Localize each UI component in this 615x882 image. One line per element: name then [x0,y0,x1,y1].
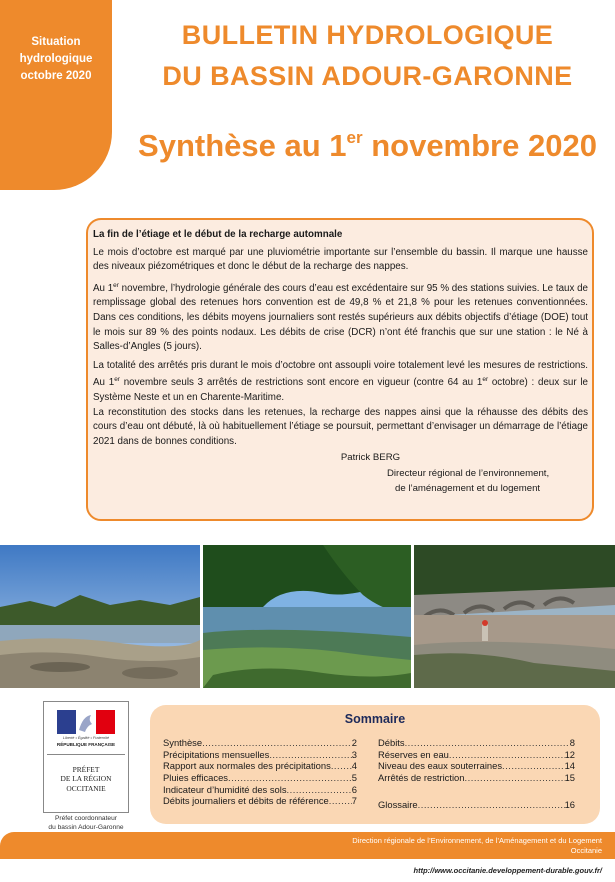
toc-page: 5 [351,772,357,784]
marianne-flag-icon [57,710,115,734]
toc-label: Réserves en eau [378,748,449,760]
p3-post: octobre) : deux sur le Système Neste et un en Charente-Maritime. [93,377,588,403]
editorial-heading: La fin de l’étiage et le début de la recharge automnale [93,229,343,240]
toc-item[interactable] [378,772,575,784]
toc-page: 2 [351,737,357,748]
website-link[interactable]: http://www.occitanie.developpement-durable.gouv.fr/ [413,866,602,875]
toc-page: 4 [351,760,357,772]
prefet-line-3: OCCITANIE [66,783,106,793]
toc-label: Rapport aux normales des précipitations [163,760,331,772]
toc-item[interactable] [163,749,357,761]
p2-pre: Au 1 [93,282,114,294]
subtitle-pre: Synthèse au 1 [138,128,347,163]
editorial-paragraph-4: La reconstitution des stocks dans les retenues, la recharge des nappes ainsi que la réhausse des débits des cours d’eau ont débuté, là où habituellement l’étiage se poursuit, permettant d’envisager un démarrage de l’étiage 2021 dans de bonnes conditions. [93,406,588,447]
toc-page: 16 [564,798,575,810]
toc-item[interactable] [378,799,575,811]
toc-item[interactable] [163,784,357,796]
editorial-paragraph-1: Le mois d’octobre est marqué par une pluviométrie importante sur l’ensemble du bassin. Il marque une hausse des niveaux piézométriques et donc le début de la recharge des nappes. [93,246,588,273]
logo-caption [40,815,132,832]
p3-sup-1: er [114,376,120,384]
subtitle-post: novembre 2020 [362,128,597,163]
tab-line-1: Situation [31,36,81,48]
synthesis-date-title [120,128,615,164]
toc-title: Sommaire [344,712,406,726]
footer-text [352,836,602,855]
river-photo-1 [0,545,200,688]
motto-text: Liberté • Égalité • Fraternité [62,736,110,740]
toc-item[interactable] [163,737,357,749]
toc-page: 3 [351,748,357,760]
toc-page: 8 [569,737,575,748]
toc-right-column [378,737,575,810]
toc-leader [331,760,352,772]
tab-line-2: hydrologique [19,53,93,65]
signature-role-1: Directeur régional de l’environnement, [387,467,550,479]
toc-leader [269,749,351,761]
logo-caption-1: Préfet coordonnateur [55,815,117,822]
toc-item[interactable] [163,772,357,784]
toc-item[interactable] [378,737,575,749]
editorial-box [86,218,594,521]
p2-sup: er [113,281,119,289]
toc-label: Synthèse [163,737,203,748]
footer-band [0,832,615,859]
footer-line-2: Occitanie [570,845,602,855]
p3-pre: La totalité des arrêtés pris durant le mois d’octobre ont assoupli voire totalement levé les mesures de restrictions. Au 1 [93,359,588,389]
signature-role-2: de l’aménagement et du logement [395,482,541,494]
toc-leader [228,772,352,784]
toc-leader [418,799,565,811]
toc-page: 14 [564,760,575,772]
toc-label: Précipitations mensuelles [163,748,270,760]
photo-strip [0,545,615,688]
toc-item[interactable] [378,760,575,772]
toc-leader [449,749,565,761]
prefecture-logo [43,701,129,813]
toc-item[interactable] [378,749,575,761]
toc-page: 15 [564,772,575,784]
editorial-paragraph-3 [93,359,588,406]
toc-leader [465,772,565,784]
toc-page: 12 [564,748,575,760]
toc-leader [287,784,352,796]
p3-sup-2: er [482,376,489,384]
p2-post: novembre, l’hydrologie générale des cours d’eau est excédentaire sur 95 % des stations suivies. Le taux de remplissage global des retenues hors convention est de 49,8 % et 21,8 % pour les retenues conventionnées. Dans ces conditions, les débits moyens journaliers sont restés supérieurs aux débits objectifs d’étiage (DOE) tout le mois sur 89 % des points nodaux. Les débits de crise (DCR) n’ont été franchis que sur une station : le Né à Salles-d’Angles (5 jours). [93,282,588,353]
tab-line-3: octobre 2020 [20,70,92,82]
toc-left-column [163,737,357,807]
p3-mid: novembre seuls 3 arrêtés de restrictions sont encore en vigueur (contre 64 au 1 [119,377,483,389]
bridge-flood-photo [414,545,615,688]
toc-label: Niveau des eaux souterraines [378,760,503,772]
toc-label: Arrêtés de restriction [378,772,465,784]
prefet-line-2: DE LA RÉGION [60,774,112,784]
toc-item[interactable] [163,795,357,807]
toc-page: 7 [351,795,357,807]
toc-label: Débits journaliers et débits de référence [163,795,329,807]
toc-leader [405,737,570,749]
prefet-text [44,765,128,793]
toc-item[interactable] [163,760,357,772]
prefet-line-1: PRÉFET [72,765,100,774]
toc-label: Glossaire [378,798,418,810]
toc-page: 6 [351,783,357,795]
editorial-paragraph-2 [93,279,588,355]
footer-line-1: Direction régionale de l’Environnement, de l’Aménagement et du Logement [352,836,602,845]
river-photo-2 [203,545,411,688]
republic-text: RÉPUBLIQUE FRANÇAISE [56,742,116,747]
table-of-contents [150,705,600,824]
signature-block [93,450,588,496]
toc-leader [502,760,565,772]
period-tab [0,0,112,190]
toc-label: Pluies efficaces [163,772,228,784]
toc-leader [329,795,352,807]
bulletin-title-line-1: BULLETIN HYDROLOGIQUE [181,20,554,50]
subtitle-sup: er [346,128,363,147]
toc-label: Indicateur d’humidité des sols [163,783,287,795]
logo-divider [47,754,125,755]
bulletin-title-line-2: DU BASSIN ADOUR-GARONNE [162,61,573,91]
toc-leader [202,737,352,749]
signature-name: Patrick BERG [340,452,401,464]
logo-caption-2: du bassin Adour-Garonne [48,823,124,831]
toc-label: Débits [378,737,405,748]
